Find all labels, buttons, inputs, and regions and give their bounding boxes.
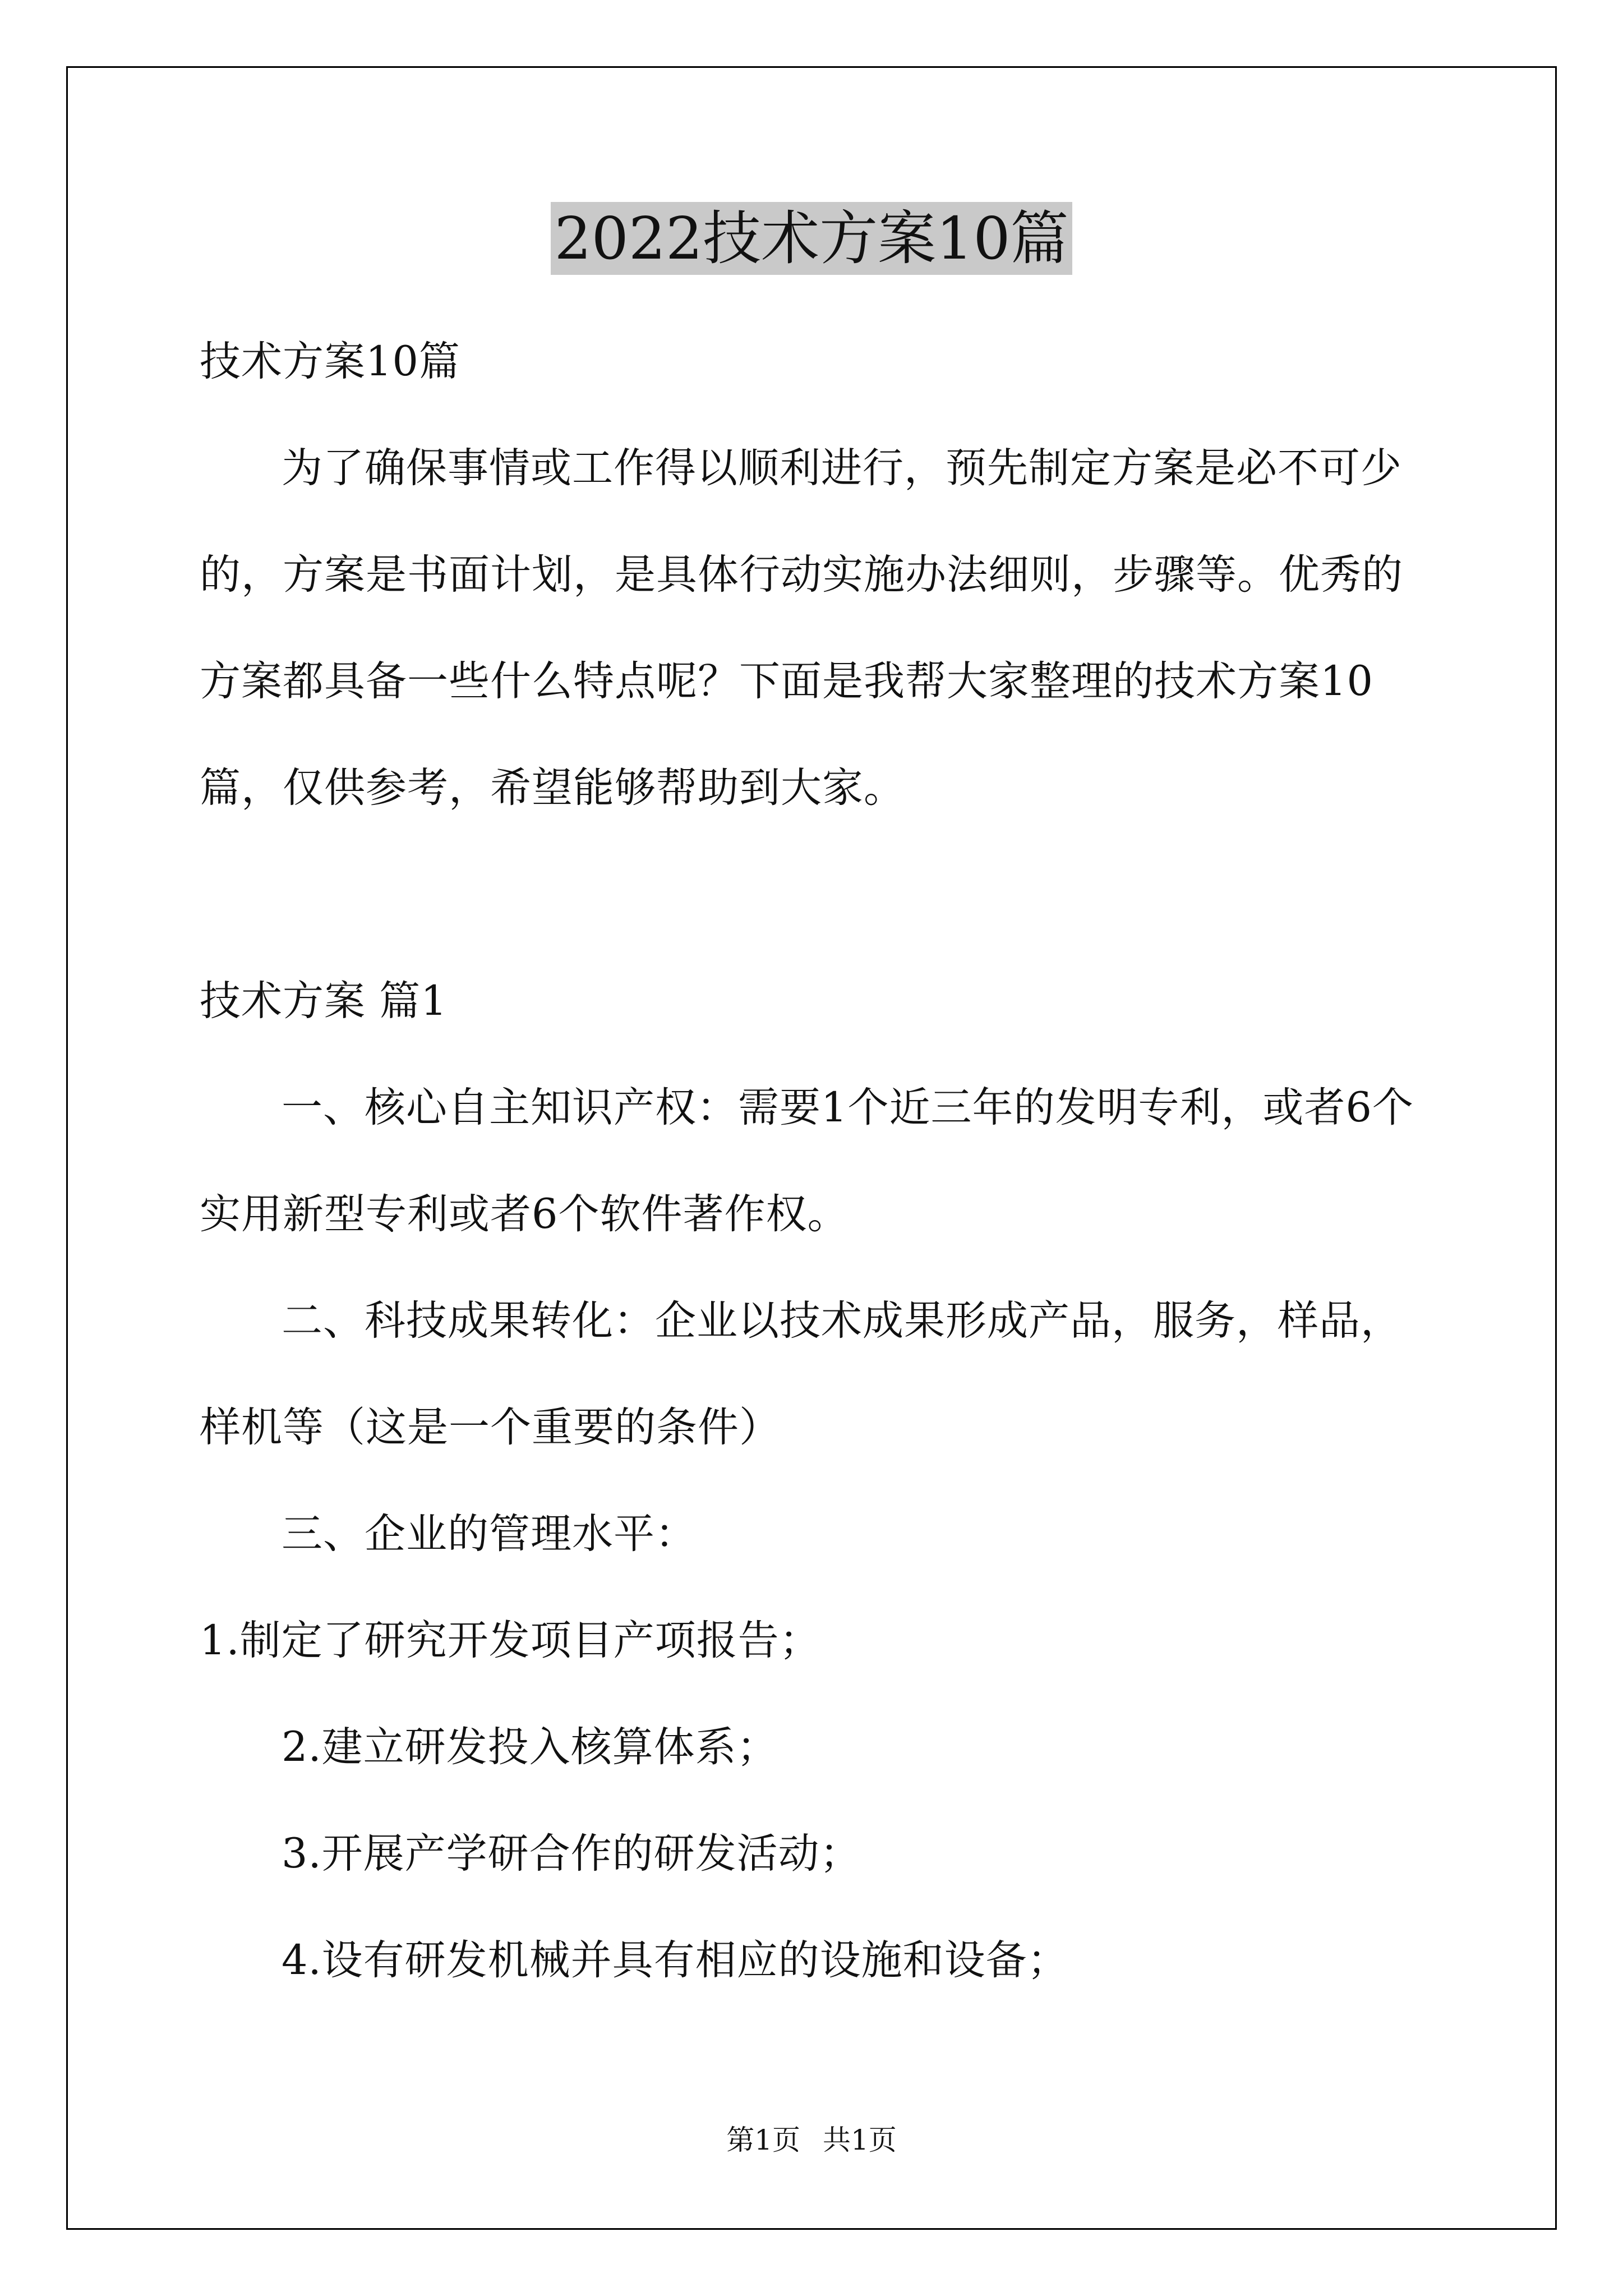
intro-paragraph: 为了确保事情或工作得以顺利进行，预先制定方案是必不可少的，方案是书面计划，是具体行动实施办法细则，步骤等。优秀的方案都具备一些什么特点呢？下面是我帮大家整理的技术方案10篇，仅供参考，希望能够帮助到大家。 (200, 444, 1403, 812)
page-number: 第1页 (726, 2124, 800, 2156)
document-body (200, 309, 1433, 2014)
sub-item-1: 1.制定了研究开发项目产项报告； (200, 1617, 821, 1664)
document-title (0, 196, 1623, 280)
page-footer (0, 2123, 1623, 2157)
section-item-2: 二、科技成果转化：企业以技术成果形成产品，服务，样品，样机等（这是一个重要的条件） (200, 1297, 1402, 1451)
section-heading: 技术方案 篇1 (200, 977, 448, 1025)
paragraph-gap (200, 841, 1433, 948)
document-title-text: 2022技术方案10篇 (551, 202, 1072, 275)
section-item-3: 三、企业的管理水平： (282, 1510, 697, 1558)
sub-item-3: 3.开展产学研合作的研发活动； (282, 1830, 861, 1878)
subtitle: 技术方案10篇 (200, 338, 460, 385)
page-total: 共1页 (823, 2124, 897, 2156)
sub-item-2: 2.建立研发投入核算体系； (282, 1723, 778, 1771)
sub-item-4: 4.设有研发机械并具有相应的设施和设备； (282, 1936, 1069, 1984)
section-item-1: 一、核心自主知识产权：需要1个近三年的发明专利，或者6个实用新型专利或者6个软件著作权。 (200, 1084, 1414, 1238)
